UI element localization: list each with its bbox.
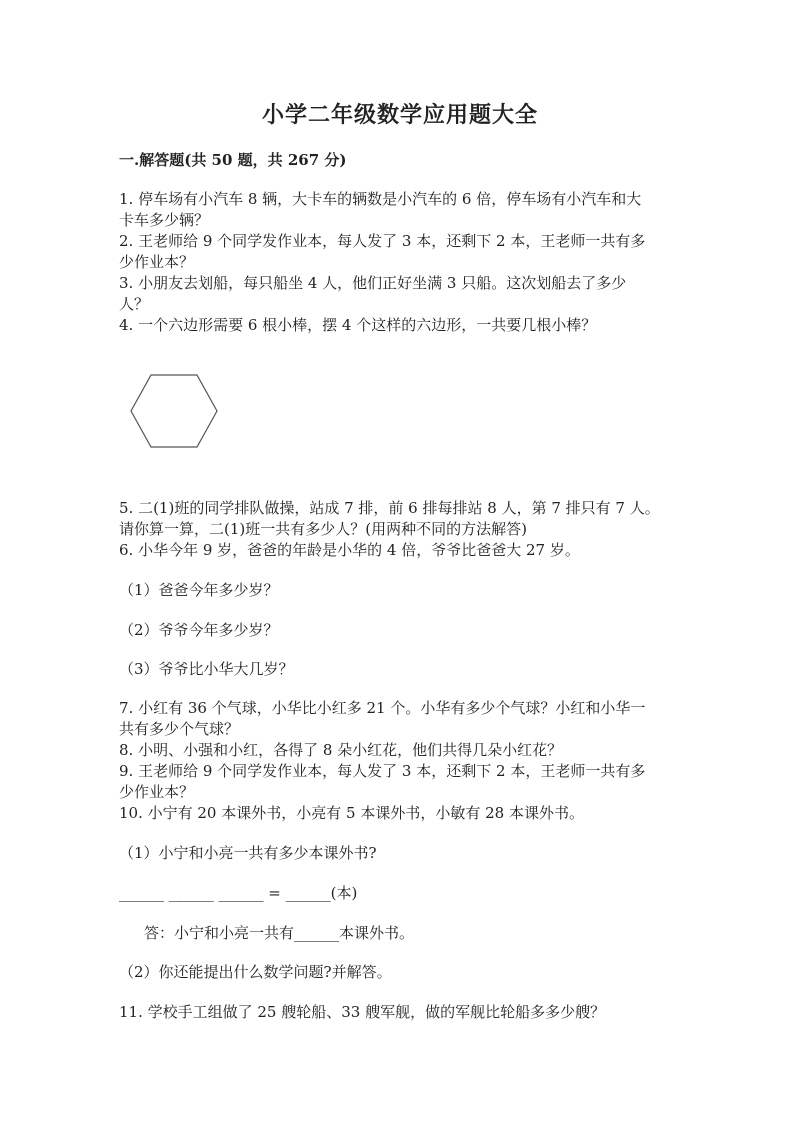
problem-6-line: 6. 小华今年 9 岁，爸爸的年龄是小华的 4 倍，爷爷比爸爸大 27 岁。 <box>119 541 580 559</box>
problem-10-answer-line: 答：小宁和小亮一共有______本课外书。 <box>144 924 415 942</box>
problem-10-line: 10. 小宁有 20 本课外书，小亮有 5 本课外书，小敏有 28 本课外书。 <box>119 804 584 822</box>
problem-7-line-2: 共有多少个气球？ <box>119 720 240 738</box>
problem-6-sub-2: （2）爷爷今年多少岁？ <box>119 621 279 639</box>
problem-1-line-2: 卡车多少辆？ <box>119 211 210 229</box>
page-title: 小学二年级数学应用题大全 <box>261 102 538 128</box>
problem-10-equation-blanks: ______ ______ ______ = ______(本) <box>119 884 358 902</box>
problem-4-line: 4. 一个六边形需要 6 根小棒，摆 4 个这样的六边形，一共要几根小棒？ <box>119 316 597 334</box>
problem-5-line-1: 5. 二(1)班的同学排队做操，站成 7 排，前 6 排每排站 8 人，第 7 排只有 7 人。 <box>119 499 660 517</box>
problem-6-sub-1: （1）爸爸今年多少岁？ <box>119 581 279 599</box>
problem-10-sub-1: （1）小宁和小亮一共有多少本课外书? <box>119 844 377 862</box>
problem-6-sub-3: （3）爷爷比小华大几岁？ <box>119 660 294 678</box>
problem-10-sub-2: （2）你还能提出什么数学问题?并解答。 <box>119 963 392 981</box>
problem-11-line: 11. 学校手工组做了 25 艘轮船、33 艘军舰，做的军舰比轮船多多少艘？ <box>119 1003 606 1021</box>
problem-3-line-2: 人？ <box>119 295 150 313</box>
problem-3-line-1: 3. 小朋友去划船，每只船坐 4 人，他们正好坐满 3 只船。这次划船去了多少 <box>119 274 627 292</box>
problem-1-line-1: 1. 停车场有小汽车 8 辆，大卡车的辆数是小汽车的 6 倍，停车场有小汽车和大 <box>119 190 642 208</box>
problem-7-line-1: 7. 小红有 36 个气球，小华比小红多 21 个。小华有多少个气球？小红和小华一 <box>119 699 646 717</box>
problem-8-line: 8. 小明、小强和小红，各得了 8 朵小红花，他们共得几朵小红花？ <box>119 741 563 759</box>
problem-2-line-2: 少作业本？ <box>119 253 195 271</box>
problem-5-line-2: 请你算一算，二(1)班一共有多少人？(用两种不同的方法解答) <box>119 520 527 538</box>
problem-9-line-2: 少作业本？ <box>119 783 195 801</box>
hexagon-figure <box>128 372 220 450</box>
problem-2-line-1: 2. 王老师给 9 个同学发作业本，每人发了 3 本，还剩下 2 本，王老师一共有多 <box>119 232 646 250</box>
section-heading: 一.解答题(共 50 题，共 267 分) <box>119 151 347 169</box>
problem-9-line-1: 9. 王老师给 9 个同学发作业本，每人发了 3 本，还剩下 2 本，王老师一共有多 <box>119 762 646 780</box>
